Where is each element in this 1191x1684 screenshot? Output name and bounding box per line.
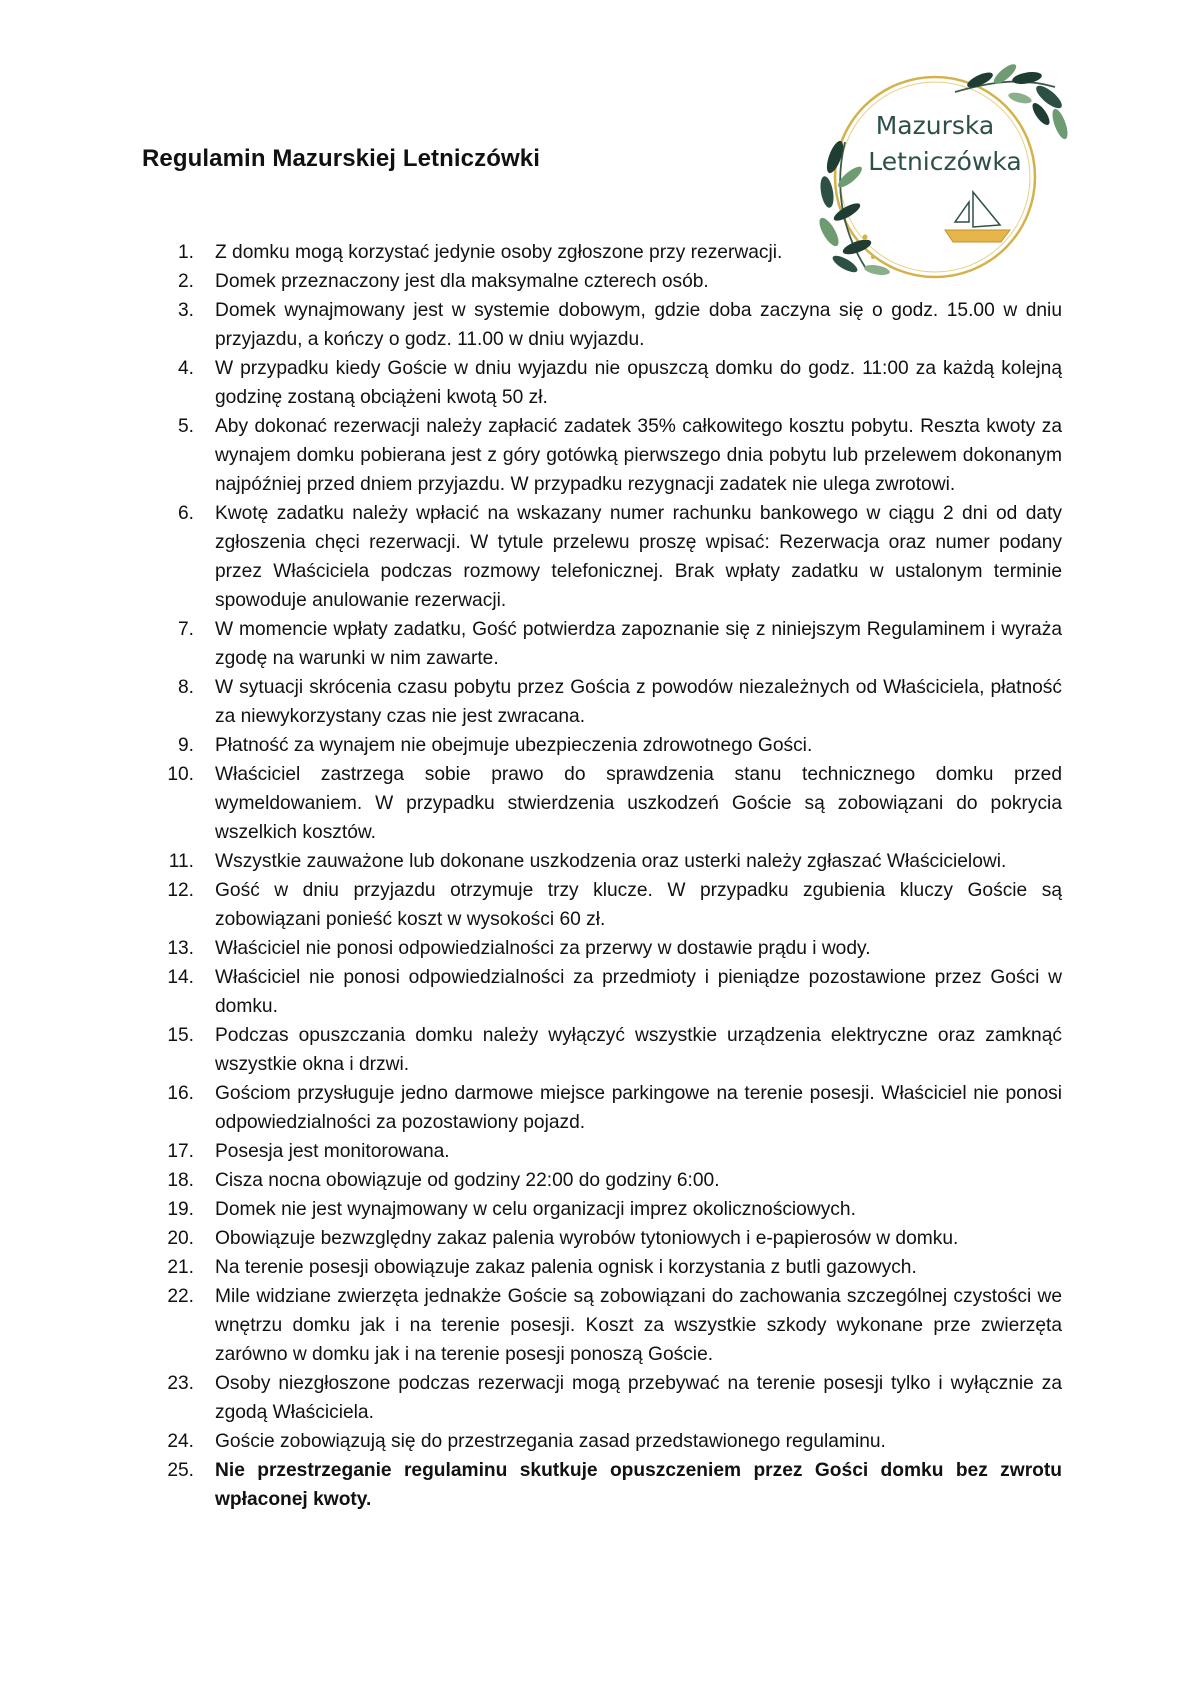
list-item-number: 1.: [177, 242, 194, 263]
list-item: [142, 673, 1062, 731]
list-item-text: Właściciel zastrzega sobie prawo do sprawdzenia stanu technicznego domku przed wymeldowaniem. W przypadku stwierdzenia uszkodzeń Goście są zobowiązani do pokrycia wszelkich kosztów.: [215, 764, 1062, 843]
list-item: [142, 1079, 1062, 1137]
list-item-text: Z domku mogą korzystać jedynie osoby zgłoszone przy rezerwacji.: [215, 242, 783, 263]
list-item-number: 8.: [177, 677, 194, 698]
list-item-number: 13.: [167, 938, 194, 959]
list-item-text: W sytuacji skrócenia czasu pobytu przez Gościa z powodów niezależnych od Właściciela, płatność za niewykorzystany czas nie jest zwracana.: [215, 677, 1062, 727]
list-item: [142, 1224, 1062, 1253]
list-item-text: Podczas opuszczania domku należy wyłączyć wszystkie urządzenia elektryczne oraz zamknąć wszystkie okna i drzwi.: [215, 1025, 1062, 1075]
list-item-number: 22.: [167, 1286, 194, 1307]
list-item: [142, 731, 1062, 760]
list-item-number: 25.: [167, 1460, 194, 1481]
list-item-text: Właściciel nie ponosi odpowiedzialności za przerwy w dostawie prądu i wody.: [215, 938, 871, 959]
list-item: [142, 876, 1062, 934]
list-item-text: Mile widziane zwierzęta jednakże Goście są zobowiązani do zachowania szczególnej czystości we wnętrzu domku jak i na terenie posesji. Koszt za wszystkie szkody wykonane prze zwierzęta zarówno w domku jak i na terenie posesji ponoszą Goście.: [215, 1286, 1062, 1365]
list-item: [142, 499, 1062, 615]
list-item-number: 17.: [167, 1141, 194, 1162]
list-item: [142, 1456, 1062, 1514]
list-item: [142, 412, 1062, 499]
list-item-number: 18.: [167, 1170, 194, 1191]
list-item-number: 16.: [167, 1083, 194, 1104]
list-item: [142, 1195, 1062, 1224]
list-item-number: 15.: [167, 1025, 194, 1046]
list-item-number: 4.: [177, 358, 194, 379]
document-title: Regulamin Mazurskiej Letniczówki: [142, 145, 540, 172]
list-item-number: 6.: [177, 503, 194, 524]
list-item-number: 3.: [177, 300, 194, 321]
list-item: [142, 238, 1062, 267]
list-item-text: Płatność za wynajem nie obejmuje ubezpieczenia zdrowotnego Gości.: [215, 735, 813, 756]
list-item-number: 12.: [167, 880, 194, 901]
list-item-text: W przypadku kiedy Goście w dniu wyjazdu nie opuszczą domku do godz. 11:00 za każdą kolejną godzinę zostaną obciążeni kwotą 50 zł.: [215, 358, 1062, 408]
list-item-number: 11.: [168, 851, 194, 872]
list-item-number: 2.: [177, 271, 194, 292]
rules-list: [142, 238, 1062, 1514]
list-item-text: Goście zobowiązują się do przestrzegania zasad przedstawionego regulaminu.: [215, 1431, 886, 1452]
list-item-text: Domek przeznaczony jest dla maksymalne czterech osób.: [215, 271, 709, 292]
list-item-text: W momencie wpłaty zadatku, Gość potwierdza zapoznanie się z niniejszym Regulaminem i wyraża zgodę na warunki w nim zawarte.: [215, 619, 1062, 669]
list-item-number: 9.: [177, 735, 194, 756]
list-item-text: Gość w dniu przyjazdu otrzymuje trzy klucze. W przypadku zgubienia kluczy Goście są zobowiązani ponieść koszt w wysokości 60 zł.: [215, 880, 1062, 930]
logo-text-line1: Mazurska: [875, 111, 995, 140]
list-item-number: 21.: [167, 1257, 194, 1278]
logo-text-line2: Letniczówka: [868, 147, 1022, 176]
list-item-text: Domek nie jest wynajmowany w celu organizacji imprez okolicznościowych.: [215, 1199, 856, 1220]
list-item-text: Wszystkie zauważone lub dokonane uszkodzenia oraz usterki należy zgłaszać Właścicielowi.: [215, 851, 1007, 872]
list-item: [142, 1166, 1062, 1195]
list-item: [142, 934, 1062, 963]
list-item: [142, 1282, 1062, 1369]
list-item-text: Cisza nocna obowiązuje od godziny 22:00 do godziny 6:00.: [215, 1170, 720, 1191]
list-item-number: 19.: [167, 1199, 194, 1220]
list-item-number: 24.: [167, 1431, 194, 1452]
list-item-number: 10.: [167, 764, 194, 785]
list-item: [142, 847, 1062, 876]
list-item: [142, 1427, 1062, 1456]
list-item: [142, 963, 1062, 1021]
list-item: [142, 296, 1062, 354]
list-item-text: Domek wynajmowany jest w systemie dobowym, gdzie doba zaczyna się o godz. 15.00 w dniu przyjazdu, a kończy o godz. 11.00 w dniu wyjazdu.: [215, 300, 1062, 350]
list-item-text: Obowiązuje bezwzględny zakaz palenia wyrobów tytoniowych i e-papierosów w domku.: [215, 1228, 959, 1249]
list-item-text: Aby dokonać rezerwacji należy zapłacić zadatek 35% całkowitego kosztu pobytu. Reszta kwoty za wynajem domku pobierana jest z góry gotówką pierwszego dnia pobytu lub przelewem dokonanym najpóźniej przed dniem przyjazdu. W przypadku rezygnacji zadatek nie ulega zwrotowi.: [215, 416, 1062, 495]
list-item-text: Właściciel nie ponosi odpowiedzialności za przedmioty i pieniądze pozostawione przez Gości w domku.: [215, 967, 1062, 1017]
list-item-number: 7.: [177, 619, 194, 640]
list-item-text: Kwotę zadatku należy wpłacić na wskazany numer rachunku bankowego w ciągu 2 dni od daty zgłoszenia chęci rezerwacji. W tytule przelewu proszę wpisać: Rezerwacja oraz numer podany przez Właściciela podczas rozmowy telefonicznej. Brak wpłaty zadatku w ustalonym terminie spowoduje anulowanie rezerwacji.: [215, 503, 1062, 611]
list-item-number: 14.: [167, 967, 194, 988]
list-item-number: 5.: [177, 416, 194, 437]
list-item: [142, 1137, 1062, 1166]
list-item: [142, 267, 1062, 296]
sailboat-icon: [945, 192, 1010, 242]
list-item: [142, 760, 1062, 847]
list-item-text: Osoby niezgłoszone podczas rezerwacji mogą przebywać na terenie posesji tylko i wyłącznie za zgodą Właściciela.: [215, 1373, 1062, 1423]
list-item-number: 23.: [167, 1373, 194, 1394]
list-item: [142, 1253, 1062, 1282]
list-item: [142, 1021, 1062, 1079]
list-item: [142, 615, 1062, 673]
list-item-text: Gościom przysługuje jedno darmowe miejsce parkingowe na terenie posesji. Właściciel nie ponosi odpowiedzialności za pozostawiony pojazd.: [215, 1083, 1062, 1133]
list-item: [142, 1369, 1062, 1427]
list-item-number: 20.: [167, 1228, 194, 1249]
list-item: [142, 354, 1062, 412]
list-item-text: Na terenie posesji obowiązuje zakaz palenia ognisk i korzystania z butli gazowych.: [215, 1257, 917, 1278]
list-item-text: Nie przestrzeganie regulaminu skutkuje opuszczeniem przez Gości domku bez zwrotu wpłaconej kwoty.: [215, 1460, 1062, 1510]
list-item-text: Posesja jest monitorowana.: [215, 1141, 450, 1162]
